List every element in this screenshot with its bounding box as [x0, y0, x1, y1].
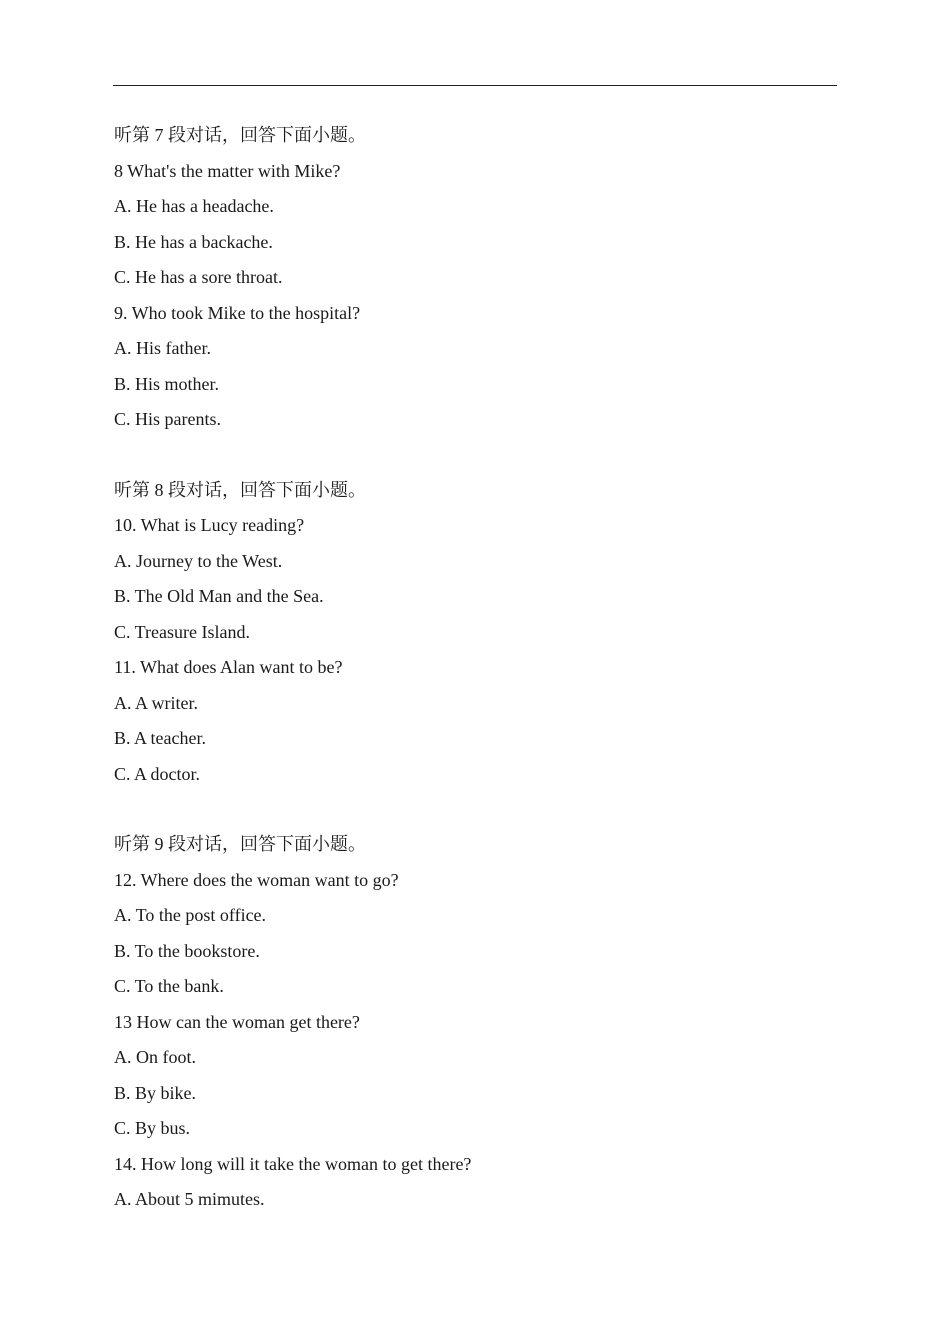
- option-line: C. A doctor.: [114, 763, 201, 784]
- option-line: C. He has a sore throat.: [114, 267, 283, 287]
- section-dialogue-8: [114, 473, 834, 793]
- document-body: [114, 118, 834, 1218]
- option-line: C. His parents.: [114, 409, 221, 429]
- option-line: B. He has a backache.: [114, 231, 273, 252]
- option-line: A. To the post office.: [114, 905, 267, 925]
- section-dialogue-9: [114, 827, 834, 1218]
- question-8: 8 What's the matter with Mike?: [114, 160, 341, 181]
- option-line: A. A writer.: [114, 692, 198, 713]
- question-13: 13 How can the woman get there?: [114, 1011, 360, 1032]
- option-line: B. By bike.: [114, 1082, 197, 1103]
- header-rule: [113, 85, 837, 86]
- option-line: B. To the bookstore.: [114, 940, 260, 961]
- option-line: A. About 5 mimutes.: [114, 1189, 265, 1209]
- option-line: C. Treasure Island.: [114, 621, 250, 642]
- option-line: B. A teacher.: [114, 728, 206, 748]
- question-14: 14. How long will it take the woman to get there?: [114, 1153, 472, 1174]
- question-9: 9. Who took Mike to the hospital?: [114, 302, 361, 323]
- option-line: B. The Old Man and the Sea.: [114, 586, 324, 606]
- option-line: C. To the bank.: [114, 976, 224, 996]
- option-line: C. By bus.: [114, 1118, 191, 1138]
- section-heading: 听第 8 段对话，回答下面小题。: [114, 479, 366, 500]
- option-line: B. His mother.: [114, 373, 220, 394]
- section-dialogue-7: [114, 118, 834, 438]
- option-line: A. Journey to the West.: [114, 550, 283, 571]
- question-11: 11. What does Alan want to be?: [114, 657, 343, 677]
- option-line: A. On foot.: [114, 1047, 196, 1067]
- question-12: 12. Where does the woman want to go?: [114, 869, 399, 890]
- option-line: A. He has a headache.: [114, 196, 274, 216]
- question-10: 10. What is Lucy reading?: [114, 515, 305, 535]
- section-heading: 听第 7 段对话，回答下面小题。: [114, 125, 366, 145]
- option-line: A. His father.: [114, 338, 211, 358]
- section-heading: 听第 9 段对话，回答下面小题。: [114, 834, 366, 854]
